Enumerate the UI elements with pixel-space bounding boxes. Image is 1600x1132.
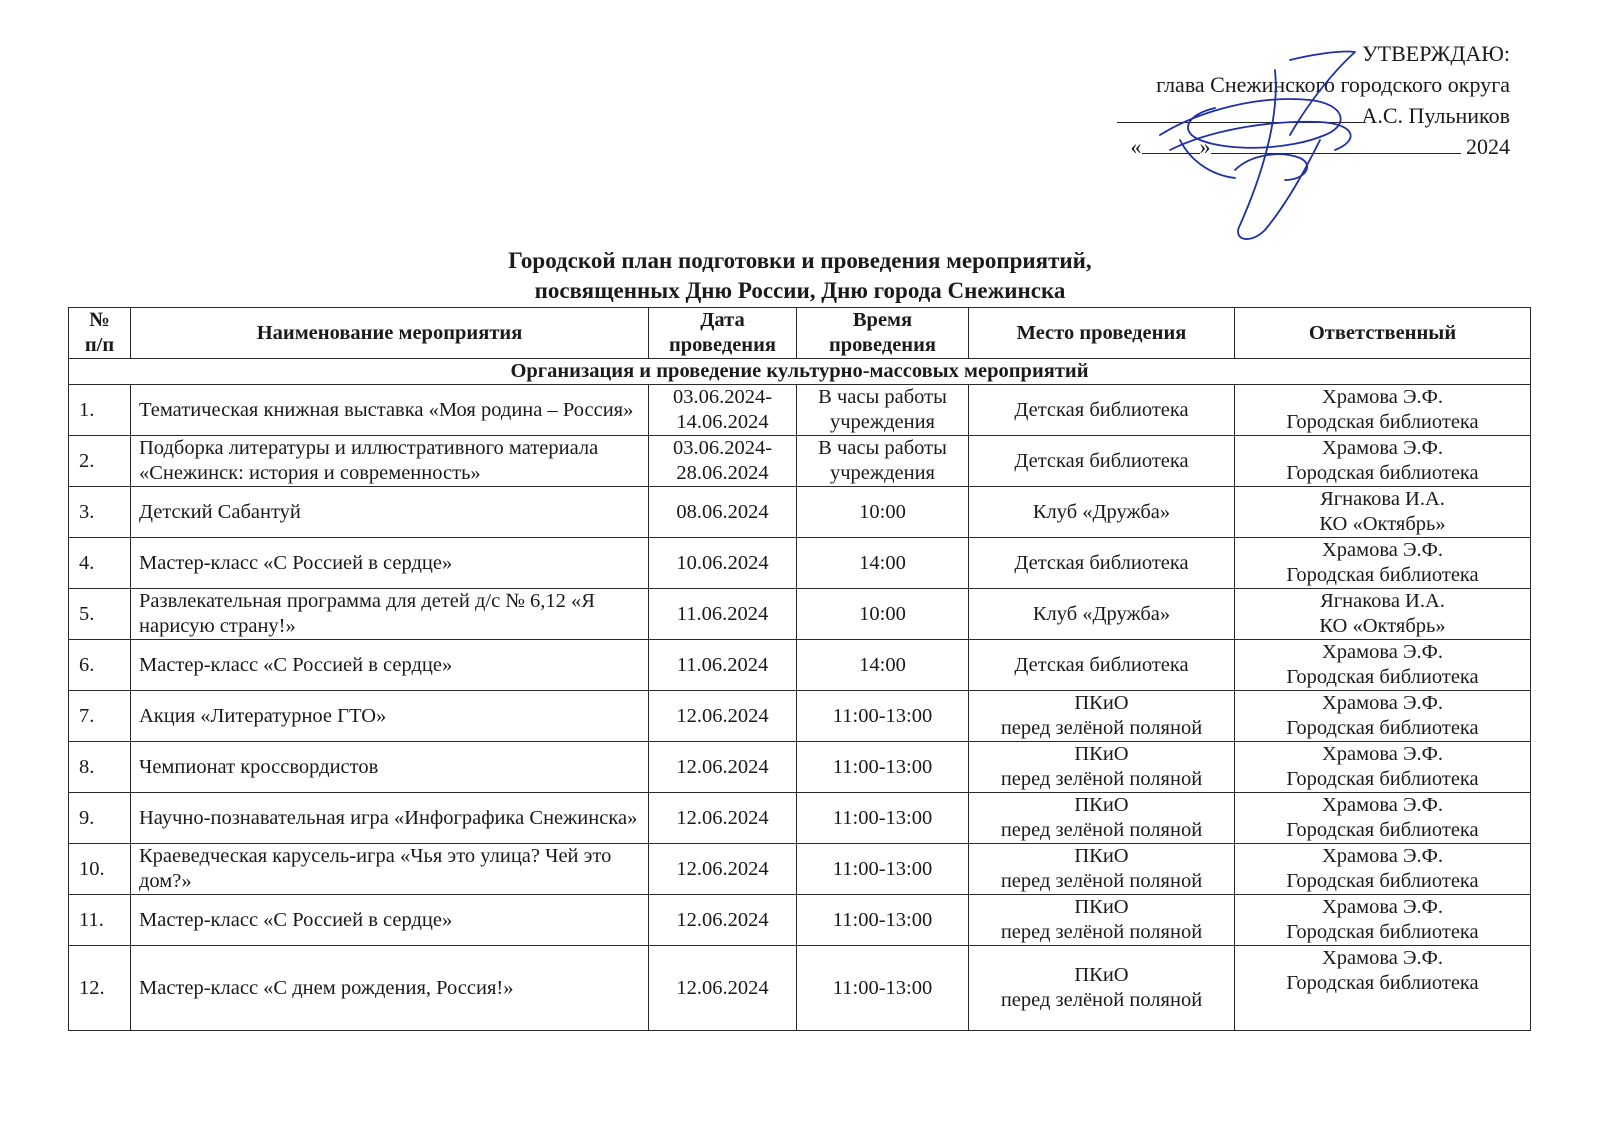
table-row (69, 436, 1531, 487)
event-name: Детский Сабантуй (131, 487, 649, 538)
event-name: Краеведческая карусель-игра «Чья это улица? Чей это дом?» (131, 844, 649, 895)
event-name: Развлекательная программа для детей д/с № 6,12 «Я нарисую страну!» (131, 589, 649, 640)
section-row (69, 359, 1531, 385)
event-place: Клуб «Дружба» (969, 589, 1235, 640)
signer-name: А.С. Пульников (1361, 103, 1510, 128)
event-time: 11:00-13:00 (797, 946, 969, 1031)
table-row (69, 691, 1531, 742)
event-time: В часы работы учреждения (797, 385, 969, 436)
event-responsible: Храмова Э.Ф. Городская библиотека (1235, 946, 1531, 1031)
event-time: 14:00 (797, 538, 969, 589)
event-name: Чемпионат кроссвордистов (131, 742, 649, 793)
approval-heading: УТВЕРЖДАЮ: (1362, 41, 1510, 66)
event-responsible: Храмова Э.Ф. Городская библиотека (1235, 895, 1531, 946)
event-name: Подборка литературы и иллюстративного материала «Снежинск: история и современность» (131, 436, 649, 487)
event-time: 11:00-13:00 (797, 691, 969, 742)
event-responsible: Храмова Э.Ф. Городская библиотека (1235, 844, 1531, 895)
event-date: 12.06.2024 (649, 946, 797, 1031)
event-date: 12.06.2024 (649, 793, 797, 844)
event-date: 03.06.2024- 28.06.2024 (649, 436, 797, 487)
table-row (69, 844, 1531, 895)
row-number: 3. (69, 487, 131, 538)
row-number: 1. (69, 385, 131, 436)
event-name: Мастер-класс «С Россией в сердце» (131, 895, 649, 946)
event-date: 11.06.2024 (649, 589, 797, 640)
event-date: 12.06.2024 (649, 895, 797, 946)
table-header-row (69, 308, 1531, 359)
title-line-2: посвященных Дню России, Дню города Снежинска (534, 278, 1066, 303)
approval-date (1050, 131, 1510, 162)
table-row (69, 895, 1531, 946)
event-responsible: Ягнакова И.А. КО «Октябрь» (1235, 589, 1531, 640)
event-time: В часы работы учреждения (797, 436, 969, 487)
date-day-blank (1142, 133, 1200, 154)
event-responsible: Храмова Э.Ф. Городская библиотека (1235, 538, 1531, 589)
section-title: Организация и проведение культурно-массовых мероприятий (69, 359, 1531, 385)
event-place: ПКиО перед зелёной поляной (969, 844, 1235, 895)
table-row (69, 538, 1531, 589)
event-name: Мастер-класс «С Россией в сердце» (131, 640, 649, 691)
row-number: 5. (69, 589, 131, 640)
event-place: Клуб «Дружба» (969, 487, 1235, 538)
event-responsible: Храмова Э.Ф. Городская библиотека (1235, 436, 1531, 487)
row-number: 4. (69, 538, 131, 589)
row-number: 7. (69, 691, 131, 742)
event-place: Детская библиотека (969, 436, 1235, 487)
header-time: Время проведения (797, 308, 969, 359)
event-date: 08.06.2024 (649, 487, 797, 538)
event-responsible: Храмова Э.Ф. Городская библиотека (1235, 691, 1531, 742)
event-place: Детская библиотека (969, 640, 1235, 691)
signature-underline (1117, 102, 1362, 123)
event-time: 10:00 (797, 487, 969, 538)
event-responsible: Ягнакова И.А. КО «Октябрь» (1235, 487, 1531, 538)
table-row (69, 487, 1531, 538)
event-responsible: Храмова Э.Ф. Городская библиотека (1235, 742, 1531, 793)
signature-line (1050, 100, 1510, 131)
event-responsible: Храмова Э.Ф. Городская библиотека (1235, 385, 1531, 436)
date-month-blank (1211, 133, 1461, 154)
date-close-quote: » (1199, 134, 1211, 159)
event-time: 14:00 (797, 640, 969, 691)
row-number: 12. (69, 946, 131, 1031)
event-name: Научно-познавательная игра «Инфографика Снежинска» (131, 793, 649, 844)
row-number: 11. (69, 895, 131, 946)
table-row (69, 589, 1531, 640)
event-responsible: Храмова Э.Ф. Городская библиотека (1235, 640, 1531, 691)
event-time: 10:00 (797, 589, 969, 640)
event-time: 11:00-13:00 (797, 895, 969, 946)
table-row (69, 946, 1531, 1031)
approval-position: глава Снежинского городского округа (1156, 72, 1510, 97)
event-name: Тематическая книжная выставка «Моя родина – Россия» (131, 385, 649, 436)
title-line-1: Городской план подготовки и проведения мероприятий, (508, 248, 1092, 273)
table-row (69, 385, 1531, 436)
header-responsible: Ответственный (1235, 308, 1531, 359)
table-row (69, 742, 1531, 793)
date-open-quote: « (1130, 134, 1142, 159)
row-number: 9. (69, 793, 131, 844)
event-place: ПКиО перед зелёной поляной (969, 691, 1235, 742)
event-responsible: Храмова Э.Ф. Городская библиотека (1235, 793, 1531, 844)
event-time: 11:00-13:00 (797, 793, 969, 844)
event-name: Мастер-класс «С днем рождения, Россия!» (131, 946, 649, 1031)
event-place: ПКиО перед зелёной поляной (969, 895, 1235, 946)
events-table (68, 307, 1531, 1031)
event-date: 03.06.2024- 14.06.2024 (649, 385, 797, 436)
header-date: Дата проведения (649, 308, 797, 359)
event-name: Акция «Литературное ГТО» (131, 691, 649, 742)
event-place: ПКиО перед зелёной поляной (969, 946, 1235, 1031)
event-date: 11.06.2024 (649, 640, 797, 691)
event-date: 12.06.2024 (649, 691, 797, 742)
event-time: 11:00-13:00 (797, 742, 969, 793)
event-date: 10.06.2024 (649, 538, 797, 589)
row-number: 10. (69, 844, 131, 895)
row-number: 2. (69, 436, 131, 487)
event-date: 12.06.2024 (649, 742, 797, 793)
event-place: ПКиО перед зелёной поляной (969, 793, 1235, 844)
header-place: Место проведения (969, 308, 1235, 359)
document-title (0, 246, 1600, 306)
event-place: ПКиО перед зелёной поляной (969, 742, 1235, 793)
event-place: Детская библиотека (969, 538, 1235, 589)
header-name: Наименование мероприятия (131, 308, 649, 359)
event-name: Мастер-класс «С Россией в сердце» (131, 538, 649, 589)
event-place: Детская библиотека (969, 385, 1235, 436)
event-time: 11:00-13:00 (797, 844, 969, 895)
table-row (69, 793, 1531, 844)
table-row (69, 640, 1531, 691)
header-num: № п/п (69, 308, 131, 359)
date-year: 2024 (1466, 134, 1510, 159)
row-number: 8. (69, 742, 131, 793)
approval-block (1050, 38, 1510, 162)
event-date: 12.06.2024 (649, 844, 797, 895)
row-number: 6. (69, 640, 131, 691)
